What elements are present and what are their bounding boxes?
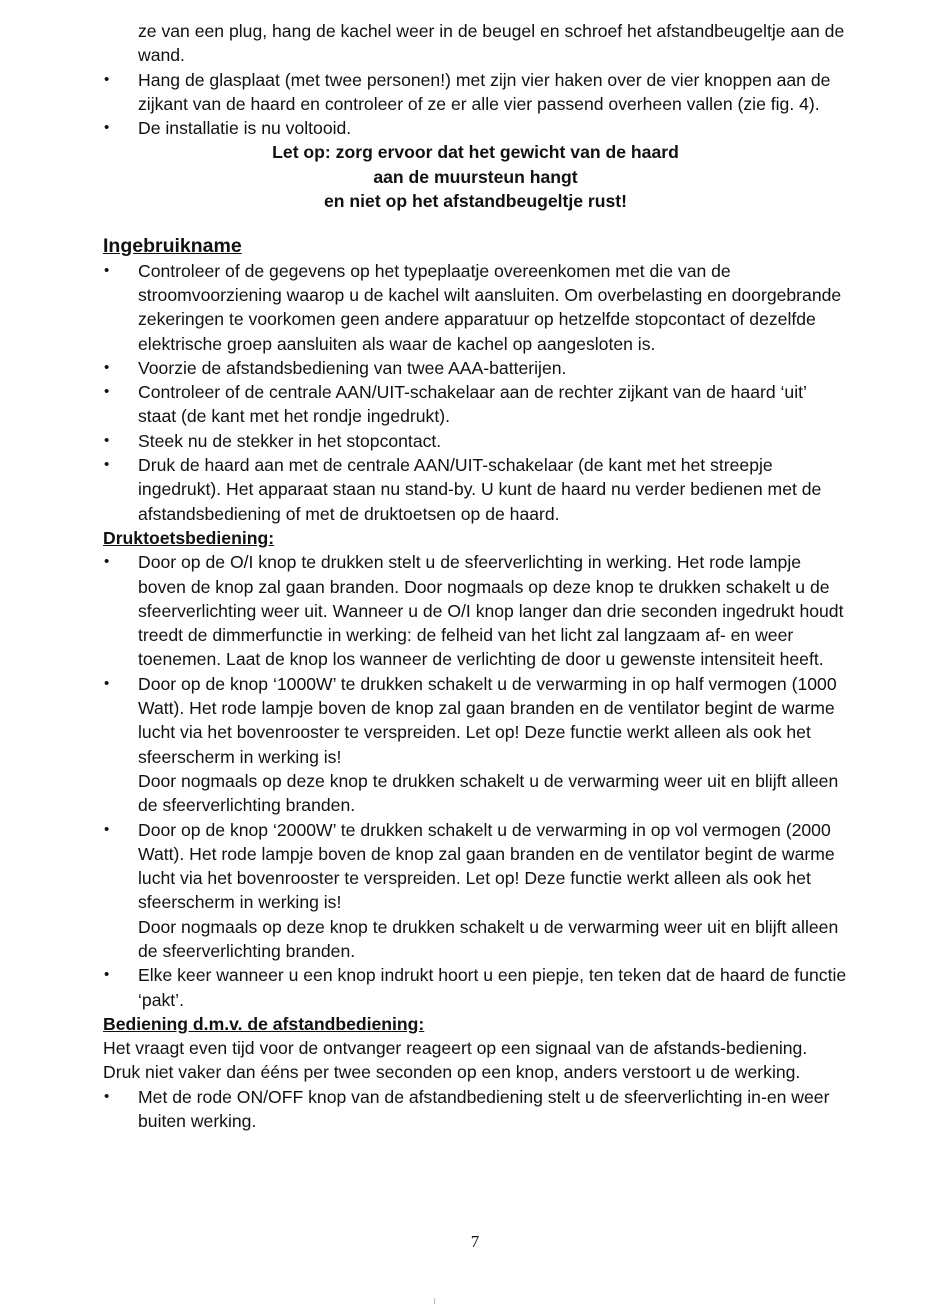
list-item-text: Druk de haard aan met de centrale AAN/UIT-schakelaar (de kant met het streepje ingedrukt). Het apparaat staan nu stand-by. U kunt de haard nu verder bedienen met de afstandsbediening of met de druktoetsen op de haard. (138, 455, 822, 524)
list-item (103, 259, 848, 356)
list-item-text: Steek nu de stekker in het stopcontact. (138, 430, 442, 451)
page-content (103, 19, 848, 1133)
notice-line: Let op: zorg ervoor dat het gewicht van de haard (272, 142, 679, 163)
list-item-text: Elke keer wanneer u een knop indrukt hoort u een piepje, ten teken dat de haard de functie ‘pakt’. (138, 965, 847, 1010)
list-item-text: Met de rode ON/OFF knop van de afstandbediening stelt u de sfeerverlichting in-en weer buiten werking. (138, 1086, 830, 1132)
list-item-continuation: Door nogmaals op deze knop te drukken schakelt u de verwarming weer uit en blijft alleen de sfeerverlichting branden. (138, 916, 839, 961)
bullet-icon: • (104, 119, 110, 137)
list-item (103, 68, 848, 117)
bullet-icon: • (104, 358, 110, 376)
bullet-icon: • (104, 1087, 110, 1105)
scan-mark (434, 1298, 435, 1304)
list-item (103, 116, 848, 140)
list-item-text: Door op de O/I knop te drukken stelt u de sfeerverlichting in werking. Het rode lampje boven de knop zal gaan branden. Door nogmaals op deze knop te drukken schakelt u de sfeerverlichting weer uit. Wanneer u de O/I knop langer dan drie seconden ingedrukt houdt treedt de dimmerfunctie in werking: de felheid van het licht zal langzaam af- en weer toenemen. Laat de knop los wanneer de verlichting de door u gewenste intensiteit heeft. (138, 552, 844, 670)
list-item (103, 818, 848, 915)
bullet-icon: • (104, 553, 110, 571)
list-item (103, 1085, 848, 1134)
list-item-text: Door op de knop ‘2000W’ te drukken schakelt u de verwarming in op vol vermogen (2000 Watt). Het rode lampje boven de knop zal gaan branden en de ventilator begint de warme lucht via het bovenrooster te verspreiden. Let op! Deze functie werkt alleen als ook het sfeerscherm in werking is! (138, 819, 835, 913)
bullet-icon: • (104, 820, 110, 838)
section-heading-ingebruikname: Ingebruikname (103, 235, 242, 258)
page-number: 7 (470, 1232, 480, 1251)
list-item-text: Controleer of de gegevens op het typeplaatje overeenkomen met die van de stroomvoorziening waarop u de kachel wilt aansluiten. Om overbelasting en doorgebrande zekeringen te voorkomen geen andere apparatuur op hetzelfde stopcontact of dezelfde elektrische groep aansluiten als waar de kachel op aangesloten is. (138, 260, 842, 354)
notice-line: aan de muursteun hangt (373, 166, 578, 187)
list-item (103, 380, 848, 429)
bullet-icon: • (104, 383, 110, 401)
section-heading-afstandbediening: Bediening d.m.v. de afstandbediening: (103, 1013, 425, 1034)
list-item (103, 963, 848, 1012)
list-item-text: De installatie is nu voltooid. (138, 118, 352, 139)
paragraph: Het vraagt even tijd voor de ontvanger reageert op een signaal van de afstands-bediening. Druk niet vaker dan ééns per twee seconden op een knop, anders verstoort u de werking. (103, 1038, 808, 1083)
warning-notice (103, 140, 848, 213)
list-item-text: Voorzie de afstandsbediening van twee AAA-batterijen. (138, 357, 567, 378)
list-item (103, 550, 848, 671)
list-item (103, 429, 848, 453)
section-heading-druktoetsbediening: Druktoetsbediening: (103, 527, 275, 548)
list-item-text: Controleer of de centrale AAN/UIT-schakelaar aan de rechter zijkant van de haard ‘uit’ staat (de kant met het rondje ingedrukt). (138, 382, 807, 427)
list-item-continuation: Door nogmaals op deze knop te drukken schakelt u de verwarming weer uit en blijft alleen de sfeerverlichting branden. (138, 770, 839, 816)
list-item (103, 453, 848, 526)
list-item (103, 672, 848, 769)
bullet-icon: • (104, 456, 110, 474)
bullet-icon: • (104, 261, 110, 279)
notice-line: en niet op het afstandbeugeltje rust! (323, 191, 628, 212)
continued-text: ze van een plug, hang de kachel weer in de beugel en schroef het afstandbeugeltje aan de wand. (138, 21, 845, 66)
bullet-icon: • (104, 966, 110, 984)
list-item-text: Hang de glasplaat (met twee personen!) met zijn vier haken over de vier knoppen aan de zijkant van de haard en controleer of ze er alle vier passend overheen vallen (zie fig. 4). (138, 69, 831, 114)
bullet-icon: • (104, 431, 110, 449)
list-item-text: Door op de knop ‘1000W’ te drukken schakelt u de verwarming in op half vermogen (1000 Watt). Het rode lampje boven de knop zal gaan branden en de ventilator begint de warme lucht via het bovenrooster te verspreiden. Let op! Deze functie werkt alleen als ook het sfeerscherm in werking is! (138, 673, 837, 767)
list-item (103, 356, 848, 380)
bullet-icon: • (104, 70, 110, 88)
bullet-icon: • (104, 674, 110, 692)
